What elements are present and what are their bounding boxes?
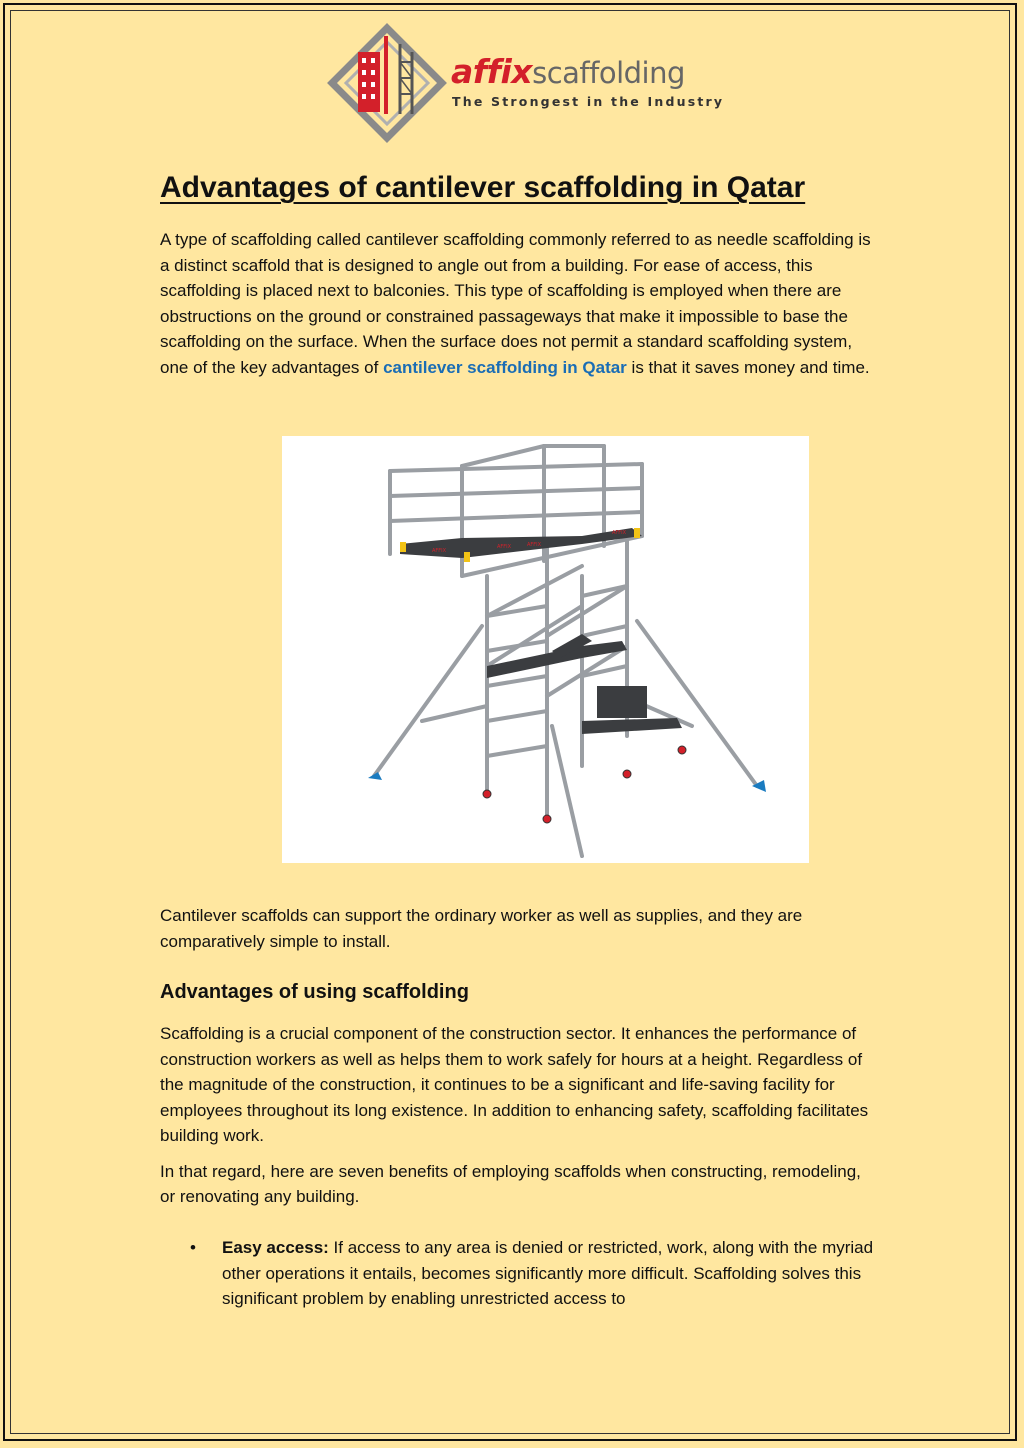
platform-label-1: AFFIX (432, 548, 447, 554)
benefits-list (160, 1235, 880, 1312)
intro-text-end: is that it saves money and time. (626, 357, 870, 377)
logo-tagline: The Strongest in the Industry (452, 94, 725, 109)
intro-paragraph (160, 227, 880, 380)
scaffolding-tower-illustration (282, 436, 809, 863)
intro-text: A type of scaffolding called cantilever scaffolding commonly referred to as needle scaffolding is a distinct scaffold that is designed to angle out from a building. For ease of access, this scaffolding is placed next to balconies. This type of scaffolding is employed when there are obstructions on the ground or constrained passageways that make it impossible to base the scaffolding on the surface. When the surface does not permit a standard scaffolding system, one of the key advantages of (160, 230, 871, 377)
platform-label-4: AFFIX (612, 530, 627, 536)
bullet-label: Easy access: (222, 1238, 329, 1257)
scaffolding-tower-image (282, 436, 809, 863)
platform-label-2: AFFIX (497, 544, 512, 550)
advantages-paragraph-2: In that regard, here are seven benefits of employing scaffolds when constructing, remodeling, or renovating any building. (160, 1161, 861, 1206)
platform-label-3: AFFIX (527, 542, 542, 548)
bullet-text: If access to any area is denied or restricted, work, along with the myriad other operations it entails, becomes significantly more difficult. Scaffolding solves this significant problem by enabling unrestricted access to (222, 1238, 874, 1308)
advantages-paragraph-1: Scaffolding is a crucial component of the construction sector. It enhances the performance of construction workers as well as helps them to work safely for hours at a height. Regardless of the magnitude of the construction, it continues to be a significant and life-saving facility for employees throughout its long existence. In addition to enhancing safety, scaffolding facilitates building work. (160, 1024, 869, 1145)
page-title: Advantages of cantilever scaffolding in Qatar (160, 171, 806, 204)
document-page (3, 3, 1017, 1441)
intro-section (160, 227, 880, 380)
paragraph-2 (160, 903, 880, 954)
logo-suffix: scaffolding (532, 56, 685, 90)
section-advantages-body (160, 1021, 880, 1220)
logo-brand: affix (451, 52, 533, 91)
list-item (160, 1235, 880, 1312)
support-paragraph: Cantilever scaffolds can support the ordinary worker as well as supplies, and they are comparatively simple to install. (160, 906, 803, 951)
bullet-dot: • (190, 1238, 196, 1257)
logo-wordmark (451, 52, 685, 91)
logo-emblem-icon (326, 22, 448, 144)
affix-logo (326, 22, 725, 144)
cantilever-scaffolding-link[interactable]: cantilever scaffolding in Qatar (383, 357, 627, 377)
section-heading-advantages: Advantages of using scaffolding (160, 981, 469, 1003)
